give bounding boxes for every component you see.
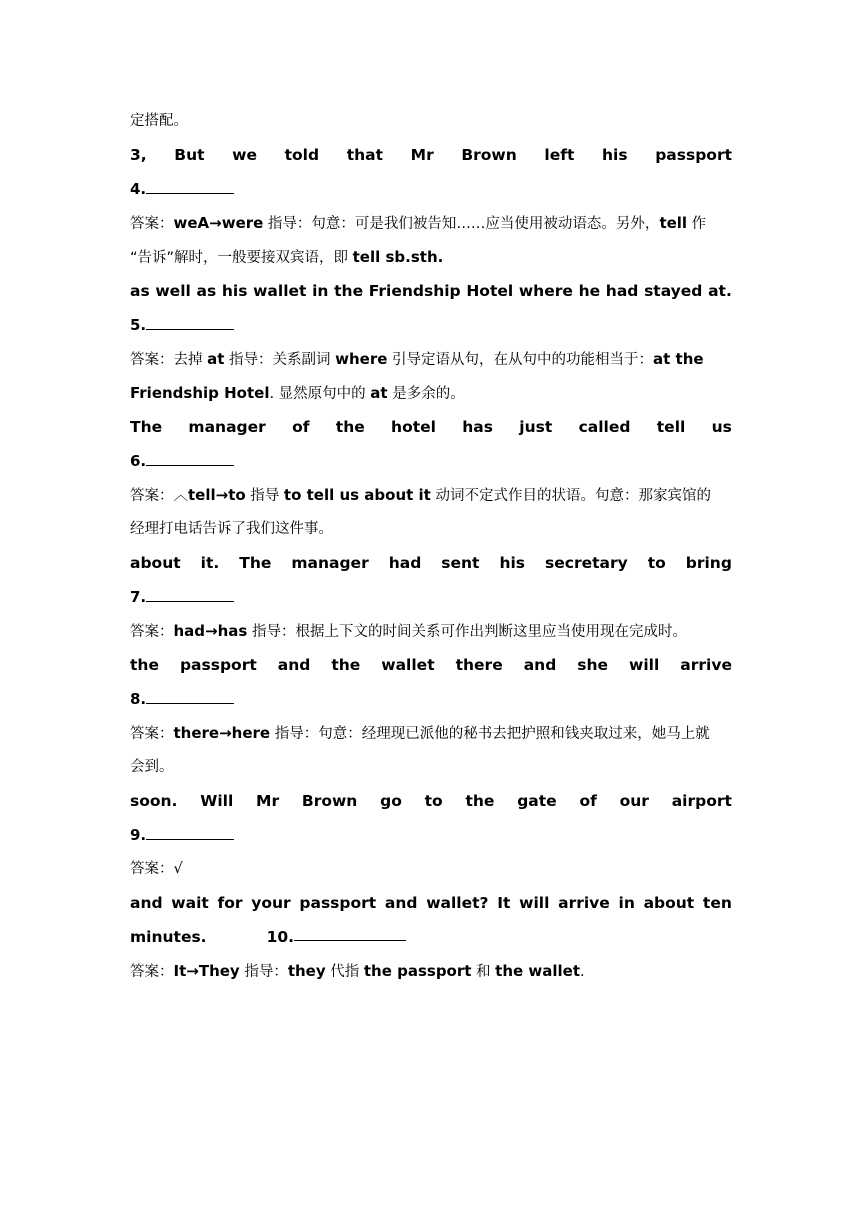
answer-text: 指导：关系副词 [224, 352, 336, 368]
sentence-line-final [130, 920, 732, 954]
blank-underline [146, 683, 234, 704]
arrow: → [209, 214, 222, 232]
answer-keyword: where [335, 350, 388, 368]
sentence-word: Will [200, 792, 234, 810]
answer-label: 答案： [130, 488, 174, 504]
answer-keyword: at [370, 384, 388, 402]
answer-8-cont [130, 750, 732, 784]
sentence-word: to [424, 792, 443, 810]
blank-number: 7. [130, 588, 147, 606]
sentence-word: tell [656, 418, 686, 436]
answer-text: 指导：根据上下文的时间关系可作出判断这里应当使用现在完成时。 [247, 624, 687, 640]
sentence-word: wallet [253, 282, 307, 300]
sentence-word: had [605, 282, 639, 300]
sentence-line [130, 784, 732, 818]
blank-underline [146, 445, 234, 466]
sentence-word: Friendship [368, 282, 461, 300]
sentence-word: called [578, 418, 631, 436]
answer-keyword: at the [653, 350, 704, 368]
sentence-word: minutes. [130, 928, 207, 946]
sentence-word: your [251, 894, 291, 912]
answer-label: 答案： [130, 726, 174, 742]
answer-6 [130, 478, 732, 512]
sentence-word: Brown [301, 792, 358, 810]
arrow: → [186, 962, 199, 980]
answer-9 [130, 852, 732, 886]
sentence-word: Mr [410, 146, 434, 164]
sentence-word: sent [441, 554, 480, 572]
answer-text: 代指 [325, 964, 364, 980]
answer-label: 答案： [130, 216, 174, 232]
sentence-word: passport [299, 894, 377, 912]
sentence-word: gate [517, 792, 557, 810]
sentence-word: Hotel [466, 282, 514, 300]
sentence-word: in [312, 282, 329, 300]
answer-keyword: they [287, 962, 326, 980]
sentence-word: us [711, 418, 732, 436]
sentence-word: the [130, 656, 159, 674]
sentence-word: to [647, 554, 666, 572]
sentence-word: where [518, 282, 573, 300]
blank-number: 8. [130, 690, 147, 708]
sentence-word: there [455, 656, 503, 674]
sentence-line [130, 648, 732, 682]
sentence-word: his [602, 146, 628, 164]
arrow: → [215, 486, 229, 504]
sentence-word: about [643, 894, 695, 912]
sentence-word: wait [171, 894, 209, 912]
answer-keyword: the passport [363, 962, 472, 980]
answer-keyword: had [173, 622, 206, 640]
sentence-word: Brown [461, 146, 517, 164]
sentence-line [130, 546, 732, 580]
blank-5 [130, 308, 732, 342]
answer-4-cont [130, 240, 732, 274]
insert-mark: ︿ [173, 488, 188, 504]
answer-label: 答案： [130, 964, 174, 980]
sentence-word: stayed [644, 282, 703, 300]
sentence-word: for [217, 894, 243, 912]
sentence-word: of [579, 792, 597, 810]
sentence-word: his [221, 282, 248, 300]
sentence-word: bring [685, 554, 732, 572]
blank-7 [130, 580, 732, 614]
sentence-word: and [384, 894, 418, 912]
answer-keyword: tell [659, 214, 688, 232]
answer-text: 指导：句意：经理现已派他的秘书去把护照和钱夹取过来，她马上就 [270, 726, 710, 742]
sentence-word: secretary [545, 554, 628, 572]
blank-number: 5. [130, 316, 147, 334]
sentence-word: in [618, 894, 635, 912]
sentence-word: soon. [130, 792, 178, 810]
answer-text: 作 [687, 216, 707, 232]
sentence-word: the [335, 418, 365, 436]
blank-underline [146, 581, 234, 602]
blank-underline [146, 309, 234, 330]
sentence-word: had [388, 554, 422, 572]
sentence-word: well [155, 282, 191, 300]
sentence-word: airport [671, 792, 732, 810]
answer-text: 经理打电话告诉了我们这件事。 [130, 521, 333, 537]
sentence-word: wallet? [426, 894, 489, 912]
sentence-line [130, 886, 732, 920]
sentence-word: that [346, 146, 384, 164]
sentence-word: wallet [381, 656, 435, 674]
sentence-word: will [519, 894, 550, 912]
sentence-word: manager [188, 418, 266, 436]
sentence-word: The [239, 554, 272, 572]
answer-keyword: has [217, 622, 248, 640]
sentence-word: 3, [130, 146, 147, 164]
sentence-line [130, 410, 732, 444]
answer-keyword: at [207, 350, 225, 368]
sentence-word: hotel [391, 418, 436, 436]
sentence-word: she [577, 656, 609, 674]
answer-text: . [580, 964, 585, 980]
text-fragment: 定搭配。 [130, 113, 188, 129]
answer-text: 指导：句意：可是我们被告知……应当使用被动语态。另外， [263, 216, 660, 232]
sentence-word: will [629, 656, 660, 674]
sentence-word: as [196, 282, 217, 300]
sentence-word: arrive [558, 894, 610, 912]
sentence-word: told [284, 146, 320, 164]
answer-7 [130, 614, 732, 648]
answer-label: 答案： [130, 624, 174, 640]
answer-keyword: They [198, 962, 240, 980]
sentence-word: at. [708, 282, 732, 300]
answer-text: 是多余的。 [387, 386, 465, 402]
answer-keyword: there [173, 724, 220, 742]
sentence-word: our [619, 792, 649, 810]
sentence-word: about [130, 554, 181, 572]
answer-text: 指导： [239, 964, 288, 980]
sentence-word: arrive [680, 656, 732, 674]
blank-underline [146, 819, 234, 840]
arrow: → [219, 724, 232, 742]
sentence-word: as [130, 282, 150, 300]
check-mark: √ [173, 861, 183, 877]
answer-8 [130, 716, 732, 750]
text-line [130, 104, 732, 138]
answer-text: 和 [471, 964, 496, 980]
answer-keyword: tell sb.sth. [352, 248, 444, 266]
answer-keyword: tell [188, 486, 216, 504]
answer-6-cont [130, 512, 732, 546]
answer-text: 指导 [245, 488, 284, 504]
answer-label: 答案：去掉 [130, 352, 208, 368]
blank-6 [130, 444, 732, 478]
answer-label: 答案： [130, 861, 174, 877]
sentence-word: go [380, 792, 402, 810]
blank-9 [130, 818, 732, 852]
sentence-word: the [334, 282, 364, 300]
answer-text: 动词不定式作目的状语。句意：那家宾馆的 [430, 488, 711, 504]
sentence-word: it. [200, 554, 220, 572]
answer-text: 引导定语从句，在从句中的功能相当于： [387, 352, 654, 368]
sentence-word: ten [702, 894, 732, 912]
answer-keyword: here [231, 724, 271, 742]
answer-keyword: were [221, 214, 264, 232]
sentence-word: of [292, 418, 310, 436]
answer-10 [130, 954, 732, 988]
answer-keyword: Friendship Hotel [130, 384, 270, 402]
answer-keyword: weA [173, 214, 210, 232]
answer-4 [130, 206, 732, 240]
document-page [130, 104, 732, 988]
answer-text: 会到。 [130, 759, 174, 775]
answer-keyword: It [173, 962, 187, 980]
answer-5 [130, 342, 732, 376]
sentence-word: and [130, 894, 163, 912]
sentence-line [130, 274, 732, 308]
answer-text: . 显然原句中的 [269, 386, 371, 402]
blank-underline [146, 173, 234, 194]
blank-number: 10. [266, 928, 295, 946]
sentence-word: But [174, 146, 205, 164]
blank-8 [130, 682, 732, 716]
sentence-word: has [462, 418, 493, 436]
answer-5-cont [130, 376, 732, 410]
answer-text: “告诉”解时，一般要接双宾语，即 [130, 250, 353, 266]
answer-keyword: to tell us about it [283, 486, 431, 504]
sentence-line [130, 138, 732, 172]
blank-number: 6. [130, 452, 147, 470]
blank-underline [294, 920, 406, 941]
sentence-word: we [232, 146, 258, 164]
sentence-word: the [465, 792, 495, 810]
sentence-word: left [544, 146, 575, 164]
sentence-word: manager [291, 554, 369, 572]
blank-number: 9. [130, 826, 147, 844]
sentence-word: the [331, 656, 361, 674]
sentence-word: Mr [256, 792, 280, 810]
sentence-word: he [578, 282, 601, 300]
sentence-word: passport [179, 656, 257, 674]
blank-number: 4. [130, 180, 147, 198]
sentence-word: and [523, 656, 557, 674]
sentence-word: his [499, 554, 526, 572]
blank-4 [130, 172, 732, 206]
sentence-word: passport [655, 146, 732, 164]
arrow: → [205, 622, 218, 640]
sentence-word: It [497, 894, 511, 912]
answer-keyword: to [228, 486, 246, 504]
sentence-word: and [277, 656, 311, 674]
sentence-word: The [130, 418, 163, 436]
sentence-word: just [519, 418, 553, 436]
answer-keyword: the wallet [495, 962, 581, 980]
